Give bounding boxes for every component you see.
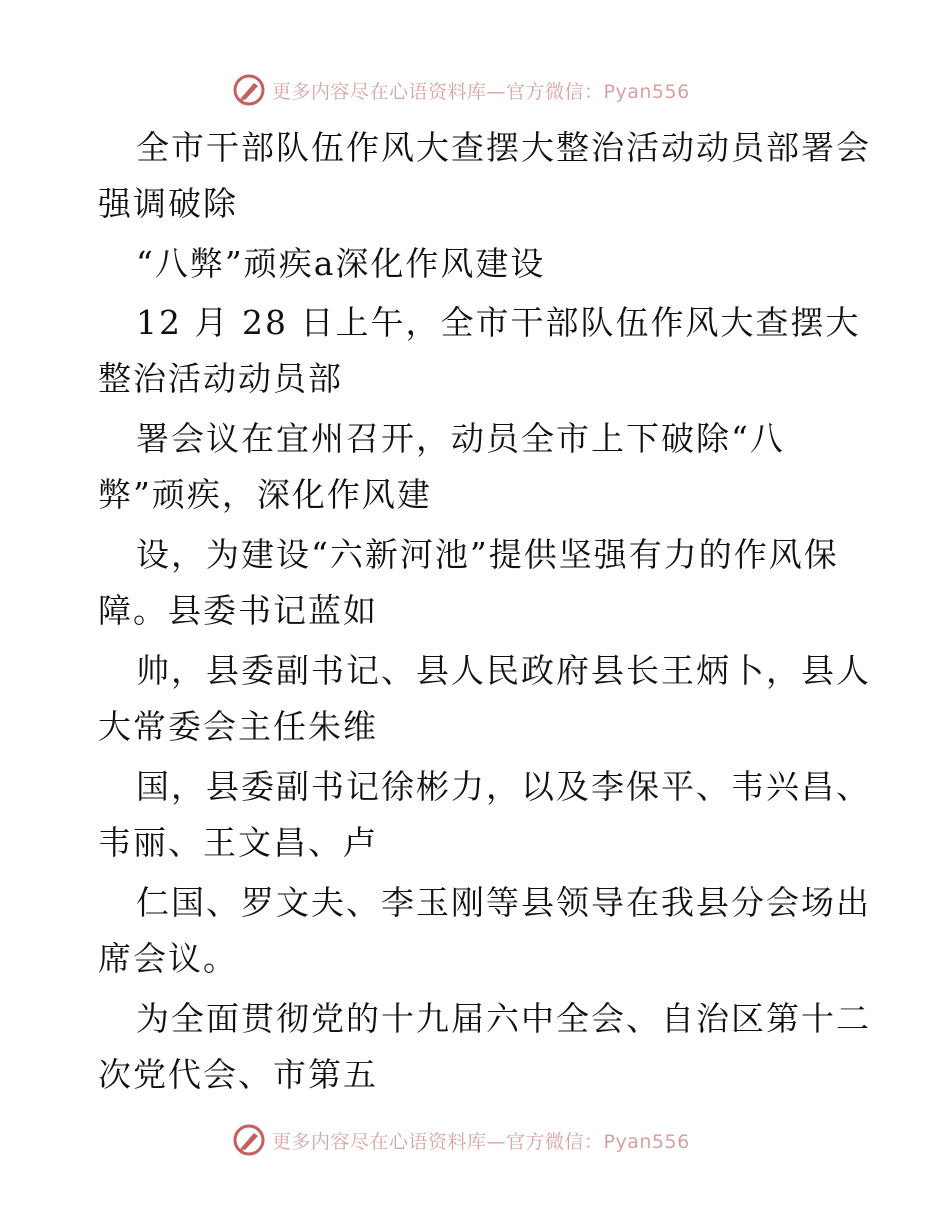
text-line-8: 设，为建设“六新河池”提供坚强有力的作风保 <box>136 535 839 574</box>
text-line-16: 为全面贯彻党的十九届六中全会、自治区第十二 <box>136 999 871 1038</box>
text-line-5: 整治活动动员部 <box>98 359 343 398</box>
text-line-3: “八弊”顽疾a深化作风建设 <box>136 244 546 283</box>
text-line-4: 12 月 28 日上午，全市干部队伍作风大查摆大 <box>136 303 861 342</box>
header-banner-text: 更多内容尽在心语资料库—官方微信：Pyan556 <box>272 80 690 103</box>
text-line-11: 大常委会主任朱维 <box>98 707 378 746</box>
text-line-12: 国，县委副书记徐彬力，以及李保平、韦兴昌、 <box>136 767 871 806</box>
text-line-13: 韦丽、王文昌、卢 <box>98 823 378 862</box>
text-line-15: 席会议。 <box>98 939 238 978</box>
text-line-14: 仁国、罗文夫、李玉刚等县领导在我县分会场出 <box>136 883 871 922</box>
text-line-6: 署会议在宜州召开，动员全市上下破除“八 <box>136 419 785 458</box>
pen-logo-icon <box>232 73 266 107</box>
footer-banner <box>232 1120 690 1160</box>
text-line-1: 全市干部队伍作风大查摆大整治活动动员部署会 <box>136 128 871 167</box>
header-banner <box>232 70 690 110</box>
text-line-7: 弊”顽疾，深化作风建 <box>98 475 432 514</box>
footer-banner-text: 更多内容尽在心语资料库—官方微信：Pyan556 <box>272 1130 690 1153</box>
text-line-10: 帅，县委副书记、县人民政府县长王炳卜，县人 <box>136 651 871 690</box>
text-line-2: 强调破除 <box>98 184 238 223</box>
text-line-17: 次党代会、市第五 <box>98 1055 378 1094</box>
pen-logo-icon <box>232 1123 266 1157</box>
text-line-9: 障。县委书记蓝如 <box>98 591 378 630</box>
